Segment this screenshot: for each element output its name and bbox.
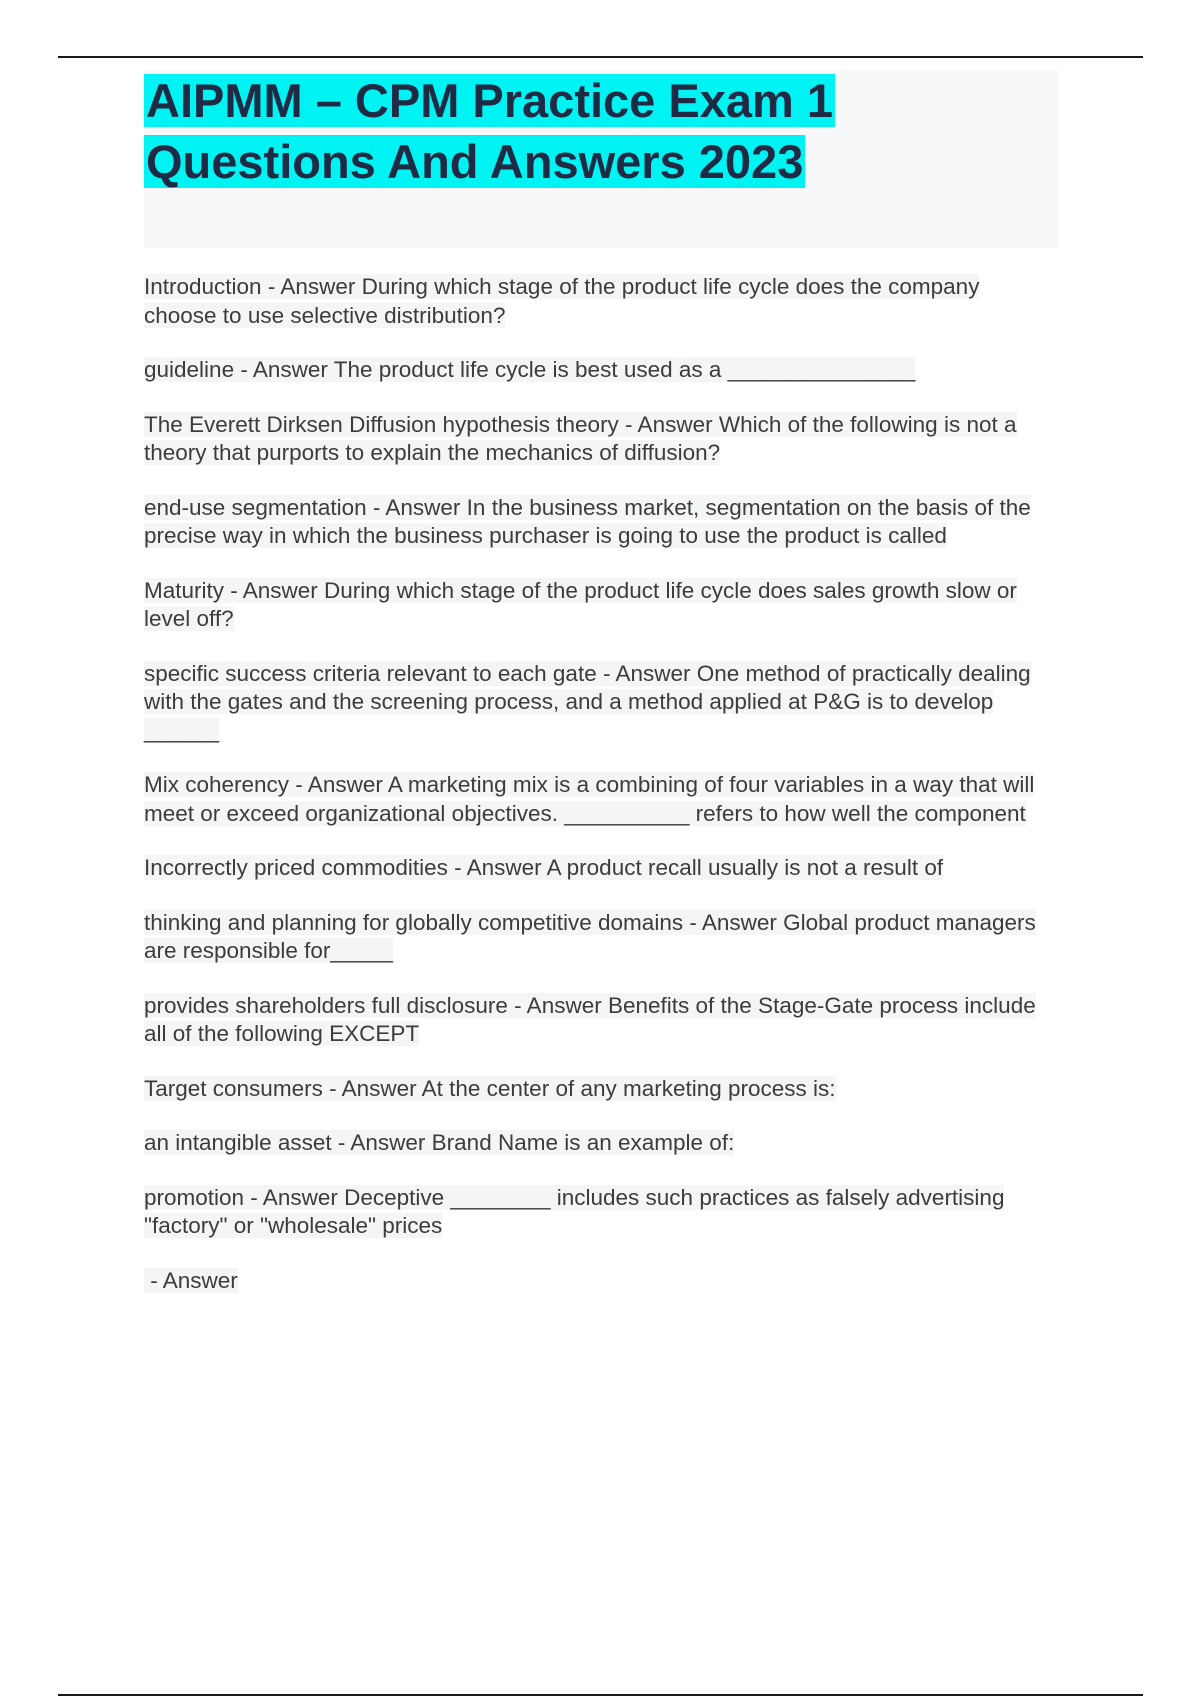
qa-item: [144, 1267, 1058, 1296]
qa-item: [144, 356, 1058, 385]
qa-item: [144, 1075, 1058, 1104]
qa-text: Incorrectly priced commodities - Answer A product recall usually is not a result of: [144, 855, 944, 880]
qa-text: - Answer: [144, 1267, 238, 1293]
qa-item: [144, 494, 1058, 551]
qa-list: [144, 273, 1058, 1295]
title-line-1: AIPMM – CPM Practice Exam 1: [146, 74, 833, 127]
qa-item: [144, 992, 1058, 1049]
qa-text: Introduction - Answer During which stage of the product life cycle does the company choose to use selective distribution?: [144, 274, 980, 328]
qa-item: [144, 577, 1058, 634]
document-page: [144, 70, 1058, 1321]
qa-text: promotion - Answer Deceptive ________ includes such practices as falsely advertising "factory" or "wholesale" prices: [144, 1184, 1005, 1238]
qa-text: Maturity - Answer During which stage of the product life cycle does sales growth slow or level off?: [144, 577, 1017, 631]
qa-text: Mix coherency - Answer A marketing mix is a combining of four variables in a way that will meet or exceed organizational objectives. __________ refers to how well the component: [144, 772, 1035, 826]
qa-item: [144, 771, 1058, 828]
title-block: [144, 70, 1058, 248]
top-rule: [58, 56, 1143, 58]
qa-text: provides shareholders full disclosure - Answer Benefits of the Stage-Gate process include all of the following EXCEPT: [144, 992, 1036, 1046]
qa-item: [144, 909, 1058, 966]
bottom-rule: [58, 1694, 1143, 1696]
qa-text: an intangible asset - Answer Brand Name is an example of:: [144, 1130, 735, 1155]
qa-item: [144, 1184, 1058, 1241]
qa-text: guideline - Answer The product life cycle is best used as a _______________: [144, 357, 916, 382]
title-line-2: Questions And Answers 2023: [146, 135, 804, 188]
qa-text: thinking and planning for globally competitive domains - Answer Global product managers are responsible for_____: [144, 909, 1036, 963]
qa-text: Target consumers - Answer At the center of any marketing process is:: [144, 1075, 836, 1101]
qa-item: [144, 854, 1058, 883]
qa-item: [144, 273, 1058, 330]
qa-item: [144, 1129, 1058, 1158]
qa-item: [144, 660, 1058, 746]
qa-item: [144, 411, 1058, 468]
qa-text: specific success criteria relevant to each gate - Answer One method of practically dealing with the gates and the screening process, and a method applied at P&G is to develop ______: [144, 660, 1031, 743]
document-title: [144, 70, 1058, 192]
qa-text: The Everett Dirksen Diffusion hypothesis theory - Answer Which of the following is not a theory that purports to explain the mechanics of diffusion?: [144, 411, 1017, 465]
qa-text: end-use segmentation - Answer In the business market, segmentation on the basis of the precise way in which the business purchaser is going to use the product is called: [144, 494, 1031, 548]
